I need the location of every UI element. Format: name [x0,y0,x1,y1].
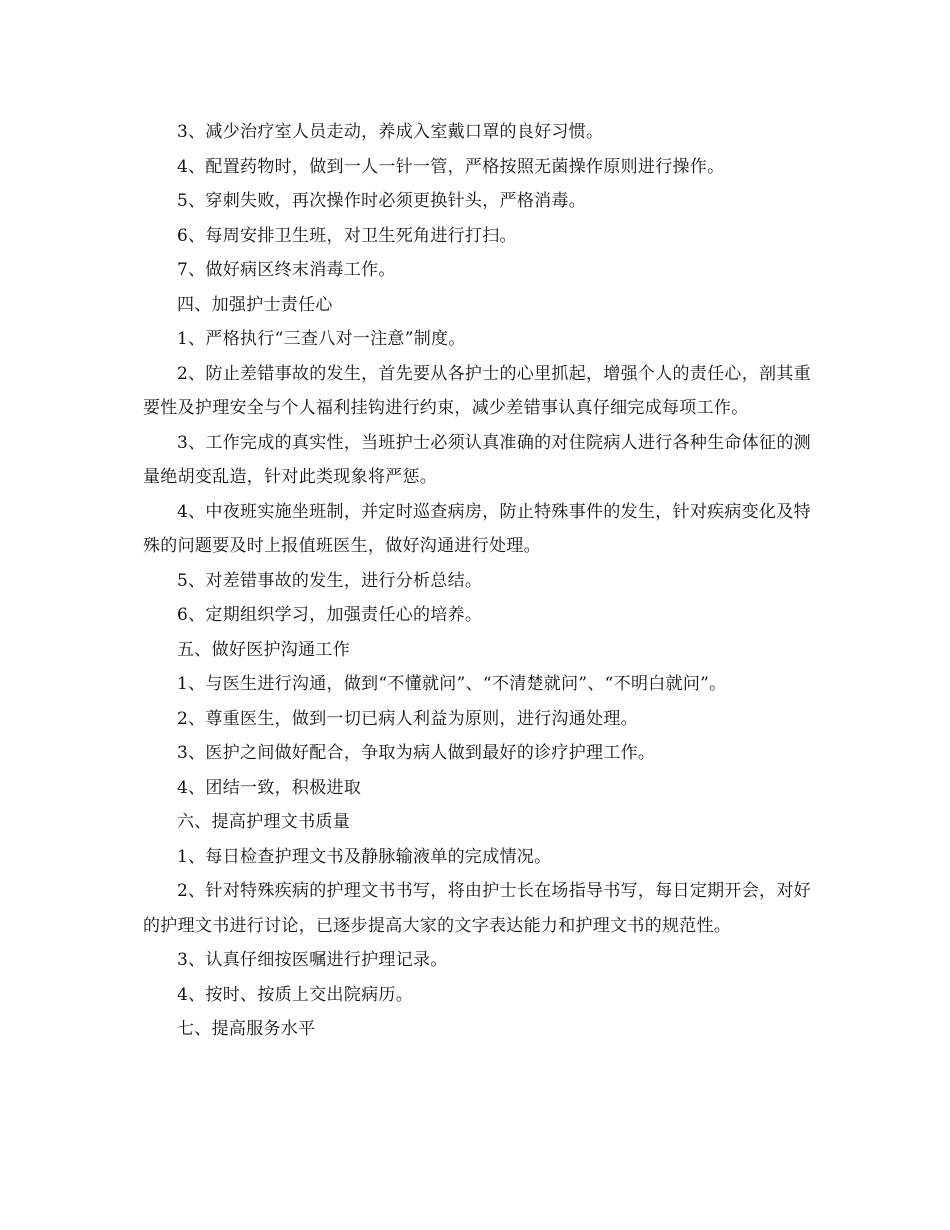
paragraph-responsibility-3: 3、工作完成的真实性，当班护士必须认真准确的对住院病人进行各种生命体征的测量绝胡变乱造，针对此类现象将严惩。 [143,432,811,487]
paragraph-communication-1: 1、与医生进行沟通，做到“不懂就问”、“不清楚就问”、“不明白就问”。 [177,674,727,694]
paragraph-disinfection-4: 4、配置药物时，做到一人一针一管，严格按照无菌操作原则进行操作。 [177,156,725,177]
section-heading-service: 七、提高服务水平 [177,1019,316,1039]
paragraph-documentation-3: 3、认真仔细按医嘱进行护理记录。 [177,950,448,970]
paragraph-disinfection-6: 6、每周安排卫生班，对卫生死角进行打扫。 [177,225,517,246]
paragraph-documentation-1: 1、每日检查护理文书及静脉输液单的完成情况。 [177,846,552,867]
section-heading-responsibility: 四、加强护士责任心 [177,294,333,315]
paragraph-documentation-2: 2、针对特殊疾病的护理文书书写，将由护士长在场指导书写，每日定期开会，对好的护理文书进行讨论，已逐步提高大家的文字表达能力和护理文书的规范性。 [143,881,811,936]
paragraph-disinfection-5: 5、穿刺失败，再次操作时必须更换针头，严格消毒。 [177,191,587,211]
document-body [143,115,823,1047]
paragraph-disinfection-7: 7、做好病区终末消毒工作。 [177,260,396,280]
paragraph-responsibility-6: 6、定期组织学习，加强责任心的培养。 [177,605,483,625]
paragraph-responsibility-5: 5、对差错事故的发生，进行分析总结。 [177,570,483,591]
paragraph-communication-2: 2、尊重医生，做到一切已病人利益为原则，进行沟通处理。 [177,708,638,729]
paragraph-responsibility-4: 4、中夜班实施坐班制，并定时巡查病房，防止特殊事件的发生，针对疾病变化及特殊的问题要及时上报值班医生，做好沟通进行处理。 [143,501,811,556]
section-heading-communication: 五、做好医护沟通工作 [177,639,350,660]
paragraph-communication-3: 3、医护之间做好配合，争取为病人做到最好的诊疗护理工作。 [177,743,656,763]
section-heading-documentation: 六、提高护理文书质量 [177,812,350,832]
paragraph-responsibility-1: 1、严格执行“三查八对一注意”制度。 [177,329,466,349]
paragraph-disinfection-3: 3、减少治疗室人员走动，养成入室戴口罩的良好习惯。 [177,122,604,142]
paragraph-documentation-4: 4、按时、按质上交出院病历。 [177,984,414,1005]
paragraph-communication-4: 4、团结一致，积极进取 [177,777,362,798]
paragraph-responsibility-2: 2、防止差错事故的发生，首先要从各护士的心里抓起，增强个人的责任心，剖其重要性及护理安全与个人福利挂钩进行约束，减少差错事认真仔细完成每项工作。 [143,363,811,418]
